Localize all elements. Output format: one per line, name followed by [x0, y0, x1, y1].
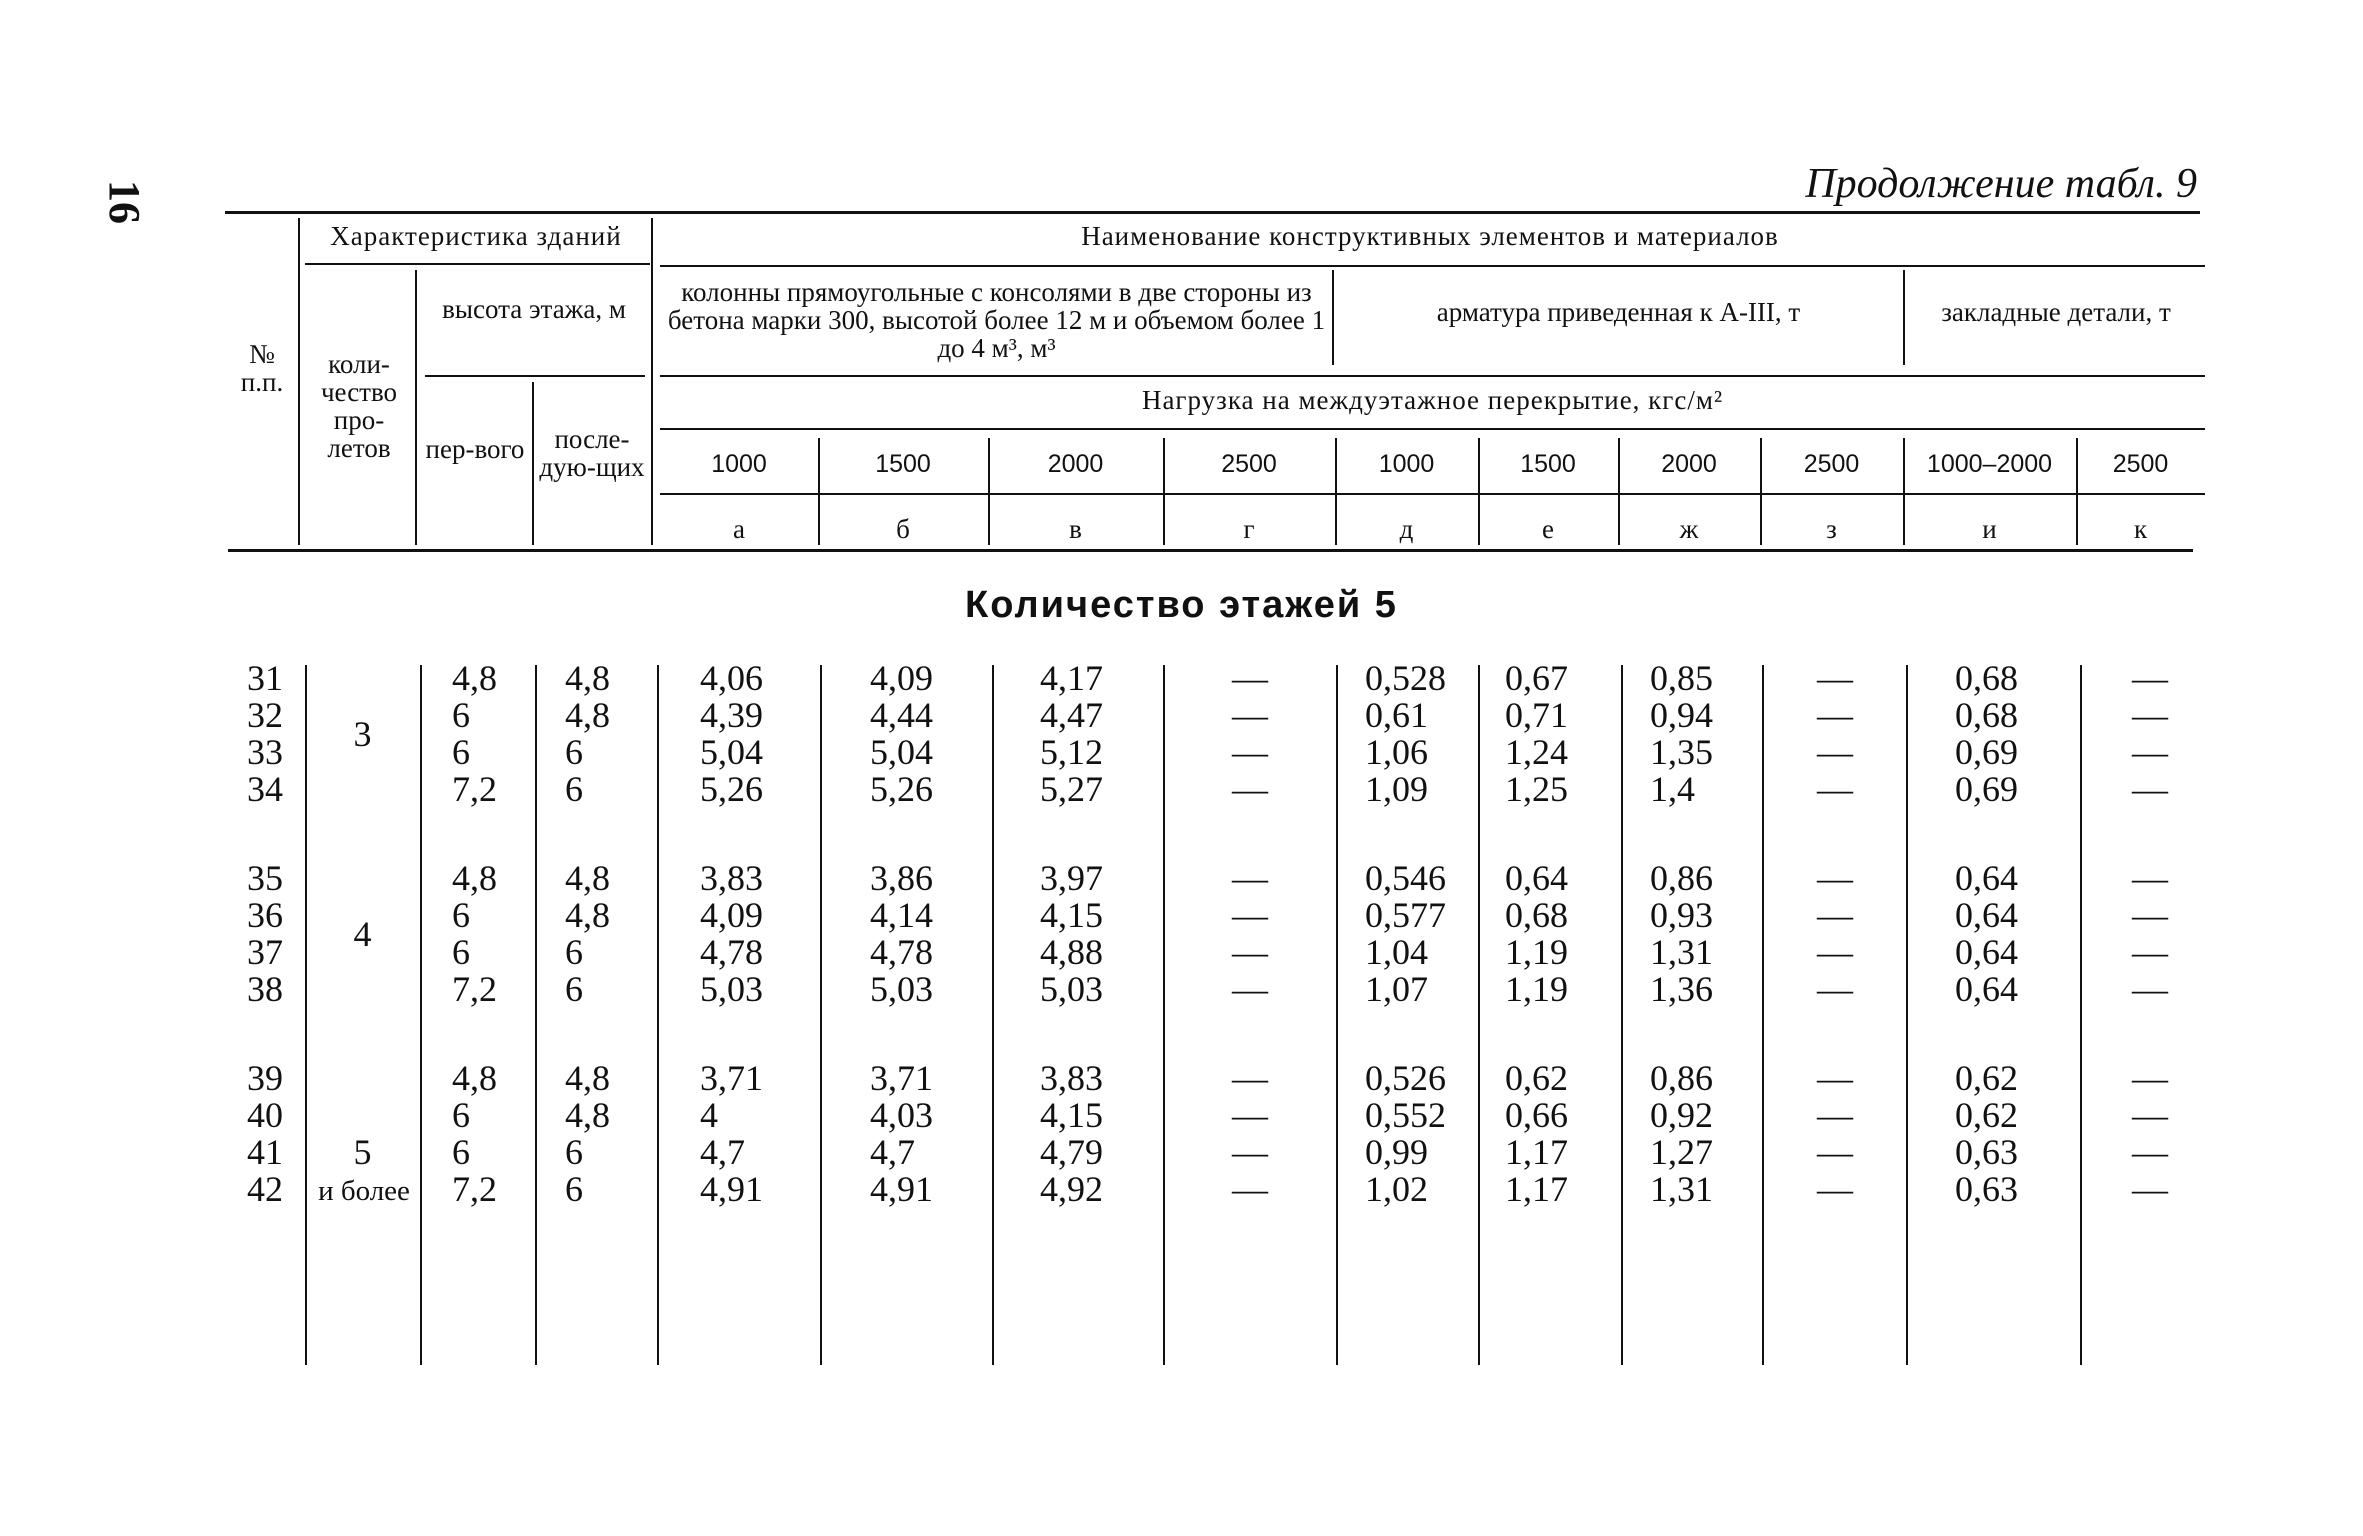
- value-cell: 0,86: [1650, 858, 1713, 898]
- value-cell: 1,4: [1650, 769, 1695, 809]
- floor-height-first: 7,2: [452, 969, 497, 1009]
- vline-body: [420, 665, 422, 1365]
- header-subsequent-floors: после-дую-щих: [539, 424, 645, 482]
- floor-height-subsequent: 6: [565, 1169, 583, 1209]
- header-load-value: 2500: [2112, 450, 2169, 478]
- value-cell: 1,07: [1365, 969, 1428, 1009]
- header-column-letter: в: [1069, 514, 1082, 544]
- vline-body: [535, 665, 537, 1365]
- value-cell: —: [1817, 932, 1853, 972]
- value-cell: 3,71: [700, 1058, 763, 1098]
- floor-height-first: 7,2: [452, 1169, 497, 1209]
- row-number: 42: [247, 1169, 283, 1209]
- row-number: 39: [247, 1058, 283, 1098]
- header-column-letter: а: [733, 514, 745, 544]
- vline-body: [992, 665, 994, 1365]
- header-column-letter: б: [896, 514, 910, 544]
- value-cell: —: [1232, 858, 1268, 898]
- rule-characteristics: [305, 263, 650, 265]
- row-number: 35: [247, 858, 283, 898]
- value-cell: —: [2132, 732, 2168, 772]
- value-cell: 0,64: [1955, 932, 2018, 972]
- vline-spans: [415, 270, 417, 545]
- value-cell: 4,92: [1040, 1169, 1103, 1209]
- value-cell: —: [1817, 858, 1853, 898]
- value-cell: 0,71: [1505, 695, 1568, 735]
- value-cell: 5,04: [870, 732, 933, 772]
- value-cell: 4,06: [700, 658, 763, 698]
- value-cell: —: [1232, 1095, 1268, 1135]
- value-cell: 0,63: [1955, 1169, 2018, 1209]
- value-cell: 5,12: [1040, 732, 1103, 772]
- value-cell: —: [1817, 1095, 1853, 1135]
- value-cell: —: [1817, 1132, 1853, 1172]
- header-column-letter: д: [1399, 514, 1414, 544]
- value-cell: —: [1817, 769, 1853, 809]
- header-load: Нагрузка на междуэтажное перекрытие, кгс/м²: [1141, 385, 1724, 415]
- value-cell: 0,552: [1365, 1095, 1446, 1135]
- value-cell: 0,64: [1955, 858, 2018, 898]
- value-cell: 4,78: [870, 932, 933, 972]
- section-title: Количество этажей 5: [965, 584, 1398, 626]
- header-load-value: 2000: [1661, 450, 1717, 478]
- value-cell: 0,85: [1650, 658, 1713, 698]
- header-columns-desc: колонны прямоугольные с консолями в две стороны из бетона марки 300, высотой более 12 м и объемом более 1 до 4 м³, м³: [667, 277, 1326, 363]
- floor-height-subsequent: 4,8: [565, 895, 610, 935]
- value-cell: 0,67: [1505, 658, 1568, 698]
- value-cell: —: [2132, 769, 2168, 809]
- vline-columns: [1332, 270, 1334, 365]
- value-cell: —: [2132, 1058, 2168, 1098]
- value-cell: 3,83: [700, 858, 763, 898]
- vline-body: [820, 665, 822, 1365]
- value-cell: —: [1232, 695, 1268, 735]
- value-cell: 0,86: [1650, 1058, 1713, 1098]
- floor-height-subsequent: 4,8: [565, 695, 610, 735]
- value-cell: 1,02: [1365, 1169, 1428, 1209]
- value-cell: 1,25: [1505, 769, 1568, 809]
- rule-elements: [660, 265, 2205, 267]
- value-cell: 5,26: [870, 769, 933, 809]
- value-cell: —: [1817, 732, 1853, 772]
- value-cell: 5,27: [1040, 769, 1103, 809]
- header-load-value: 1000–2000: [1926, 450, 2053, 478]
- value-cell: —: [2132, 1132, 2168, 1172]
- value-cell: 4,78: [700, 932, 763, 972]
- header-load-value: 2500: [1221, 450, 1277, 478]
- value-cell: 0,68: [1955, 695, 2018, 735]
- header-column-letter: и: [1982, 514, 1997, 544]
- value-cell: —: [1232, 658, 1268, 698]
- row-number: 36: [247, 895, 283, 935]
- floor-height-first: 4,8: [452, 858, 497, 898]
- vline-body: [657, 665, 659, 1365]
- row-number: 41: [247, 1132, 283, 1172]
- floor-height-subsequent: 4,8: [565, 1095, 610, 1135]
- header-load-value: 1500: [875, 450, 931, 478]
- value-cell: —: [2132, 932, 2168, 972]
- value-cell: —: [1232, 969, 1268, 1009]
- value-cell: 1,17: [1505, 1169, 1568, 1209]
- value-cell: —: [1232, 1058, 1268, 1098]
- value-cell: —: [1232, 932, 1268, 972]
- vline-body: [1336, 665, 1338, 1365]
- value-cell: 0,69: [1955, 769, 2018, 809]
- vline-body: [1906, 665, 1908, 1365]
- header-spans: коли-чество про-летов: [320, 349, 398, 463]
- row-number: 34: [247, 769, 283, 809]
- value-cell: —: [1232, 1132, 1268, 1172]
- value-cell: —: [1232, 769, 1268, 809]
- row-number: 33: [247, 732, 283, 772]
- value-cell: —: [1817, 969, 1853, 1009]
- value-cell: 0,546: [1365, 858, 1446, 898]
- value-cell: 4,15: [1040, 895, 1103, 935]
- floor-height-first: 4,8: [452, 1058, 497, 1098]
- value-cell: 4,09: [700, 895, 763, 935]
- value-cell: —: [2132, 1095, 2168, 1135]
- header-column-letter: г: [1243, 514, 1255, 544]
- value-cell: 0,577: [1365, 895, 1446, 935]
- value-cell: 4,14: [870, 895, 933, 935]
- value-cell: 1,19: [1505, 932, 1568, 972]
- header-column-letter: к: [2133, 514, 2148, 544]
- value-cell: 0,62: [1505, 1058, 1568, 1098]
- value-cell: 4,88: [1040, 932, 1103, 972]
- floor-height-subsequent: 6: [565, 969, 583, 1009]
- value-cell: —: [2132, 658, 2168, 698]
- value-cell: 4,39: [700, 695, 763, 735]
- value-cell: —: [2132, 895, 2168, 935]
- vline-rebar: [1903, 270, 1905, 365]
- rule-header-bottom: [228, 549, 2193, 552]
- value-cell: 4,47: [1040, 695, 1103, 735]
- value-cell: 0,99: [1365, 1132, 1428, 1172]
- rule-loads: [660, 493, 2205, 495]
- value-cell: 0,64: [1955, 969, 2018, 1009]
- header-load-value: 1000: [1378, 450, 1435, 478]
- floor-height-first: 7,2: [452, 769, 497, 809]
- spans-count: 5: [353, 1132, 372, 1172]
- value-cell: 0,92: [1650, 1095, 1713, 1135]
- value-cell: 4,91: [700, 1169, 763, 1209]
- row-number: 32: [247, 695, 283, 735]
- header-load-value: 2000: [1047, 450, 1104, 478]
- value-cell: 5,26: [700, 769, 763, 809]
- row-number: 38: [247, 969, 283, 1009]
- floor-height-first: 6: [452, 895, 470, 935]
- vline-body: [1478, 665, 1480, 1365]
- value-cell: 5,03: [870, 969, 933, 1009]
- value-cell: —: [2132, 969, 2168, 1009]
- floor-height-subsequent: 6: [565, 932, 583, 972]
- table-continuation-caption: Продолжение табл. 9: [1805, 161, 2197, 207]
- spans-count-extra: и более: [318, 1175, 410, 1207]
- value-cell: —: [2132, 858, 2168, 898]
- value-cell: 0,62: [1955, 1058, 2018, 1098]
- value-cell: 4,44: [870, 695, 933, 735]
- header-no: № п.п.: [240, 339, 284, 397]
- page-number: 16: [100, 180, 149, 224]
- vline-body: [1762, 665, 1764, 1365]
- vline-body: [2080, 665, 2082, 1365]
- value-cell: —: [2132, 1169, 2168, 1209]
- value-cell: 0,64: [1955, 895, 2018, 935]
- value-cell: 4,17: [1040, 658, 1103, 698]
- spans-count: 3: [353, 713, 372, 754]
- value-cell: —: [2132, 695, 2168, 735]
- value-cell: —: [1817, 695, 1853, 735]
- rule-materials: [660, 375, 2205, 377]
- floor-height-first: 4,8: [452, 658, 497, 698]
- value-cell: 1,24: [1505, 732, 1568, 772]
- value-cell: 0,526: [1365, 1058, 1446, 1098]
- value-cell: 1,06: [1365, 732, 1428, 772]
- header-column-letter: е: [1542, 514, 1554, 544]
- row-number: 31: [247, 658, 283, 698]
- header-embedded-desc: закладные детали, т: [1941, 297, 2171, 327]
- header-load-value: 1500: [1520, 450, 1576, 478]
- value-cell: —: [1817, 895, 1853, 935]
- floor-height-subsequent: 6: [565, 1132, 583, 1172]
- value-cell: 1,27: [1650, 1132, 1713, 1172]
- value-cell: 4,7: [870, 1132, 915, 1172]
- header-rebar-desc: арматура приведенная к А-III, т: [1436, 297, 1801, 327]
- value-cell: 4,7: [700, 1132, 745, 1172]
- rule-load: [660, 428, 2205, 430]
- value-cell: 4: [700, 1095, 718, 1135]
- floor-height-first: 6: [452, 932, 470, 972]
- header-first-floor: пер-вого: [425, 434, 525, 464]
- value-cell: 1,31: [1650, 932, 1713, 972]
- floor-height-subsequent: 6: [565, 732, 583, 772]
- value-cell: —: [1232, 732, 1268, 772]
- value-cell: 0,94: [1650, 695, 1713, 735]
- value-cell: 0,62: [1955, 1095, 2018, 1135]
- header-load-value: 2500: [1803, 450, 1860, 478]
- header-load-value: 1000: [711, 450, 767, 478]
- value-cell: —: [1232, 895, 1268, 935]
- value-cell: 0,68: [1955, 658, 2018, 698]
- value-cell: 0,63: [1955, 1132, 2018, 1172]
- value-cell: 0,68: [1505, 895, 1568, 935]
- value-cell: 0,69: [1955, 732, 2018, 772]
- value-cell: 5,04: [700, 732, 763, 772]
- value-cell: 0,93: [1650, 895, 1713, 935]
- header-column-letter: з: [1826, 514, 1837, 544]
- value-cell: 1,17: [1505, 1132, 1568, 1172]
- value-cell: 1,04: [1365, 932, 1428, 972]
- vline-characteristics: [651, 218, 653, 545]
- value-cell: 3,71: [870, 1058, 933, 1098]
- value-cell: 0,66: [1505, 1095, 1568, 1135]
- value-cell: —: [1817, 658, 1853, 698]
- header-characteristics: Характеристика зданий: [330, 221, 622, 251]
- floor-height-first: 6: [452, 1095, 470, 1135]
- floor-height-first: 6: [452, 1132, 470, 1172]
- floor-height-subsequent: 4,8: [565, 658, 610, 698]
- value-cell: 1,36: [1650, 969, 1713, 1009]
- value-cell: 3,97: [1040, 858, 1103, 898]
- value-cell: 1,31: [1650, 1169, 1713, 1209]
- floor-height-first: 6: [452, 732, 470, 772]
- row-number: 40: [247, 1095, 283, 1135]
- value-cell: —: [1817, 1058, 1853, 1098]
- rule-top: [225, 211, 2200, 214]
- value-cell: 1,09: [1365, 769, 1428, 809]
- vline-no: [298, 218, 300, 545]
- value-cell: 1,35: [1650, 732, 1713, 772]
- vline-body: [1621, 665, 1623, 1365]
- vline-first: [532, 382, 534, 545]
- value-cell: 4,03: [870, 1095, 933, 1135]
- rule-floor-height: [425, 375, 645, 377]
- value-cell: —: [1232, 1169, 1268, 1209]
- vline-body: [305, 665, 307, 1365]
- value-cell: 5,03: [700, 969, 763, 1009]
- value-cell: 4,91: [870, 1169, 933, 1209]
- value-cell: 4,15: [1040, 1095, 1103, 1135]
- value-cell: 1,19: [1505, 969, 1568, 1009]
- row-number: 37: [247, 932, 283, 972]
- value-cell: 0,64: [1505, 858, 1568, 898]
- header-column-letter: ж: [1679, 514, 1699, 544]
- floor-height-subsequent: 6: [565, 769, 583, 809]
- value-cell: 5,03: [1040, 969, 1103, 1009]
- floor-height-subsequent: 4,8: [565, 1058, 610, 1098]
- value-cell: —: [1817, 1169, 1853, 1209]
- value-cell: 0,528: [1365, 658, 1446, 698]
- value-cell: 0,61: [1365, 695, 1428, 735]
- spans-count: 4: [353, 913, 372, 954]
- value-cell: 3,83: [1040, 1058, 1103, 1098]
- header-elements: Наименование конструктивных элементов и материалов: [1081, 221, 1779, 251]
- floor-height-first: 6: [452, 695, 470, 735]
- value-cell: 3,86: [870, 858, 933, 898]
- value-cell: 4,79: [1040, 1132, 1103, 1172]
- header-floor-height: высота этажа, м: [442, 294, 626, 324]
- floor-height-subsequent: 4,8: [565, 858, 610, 898]
- value-cell: 4,09: [870, 658, 933, 698]
- vline-body: [1163, 665, 1165, 1365]
